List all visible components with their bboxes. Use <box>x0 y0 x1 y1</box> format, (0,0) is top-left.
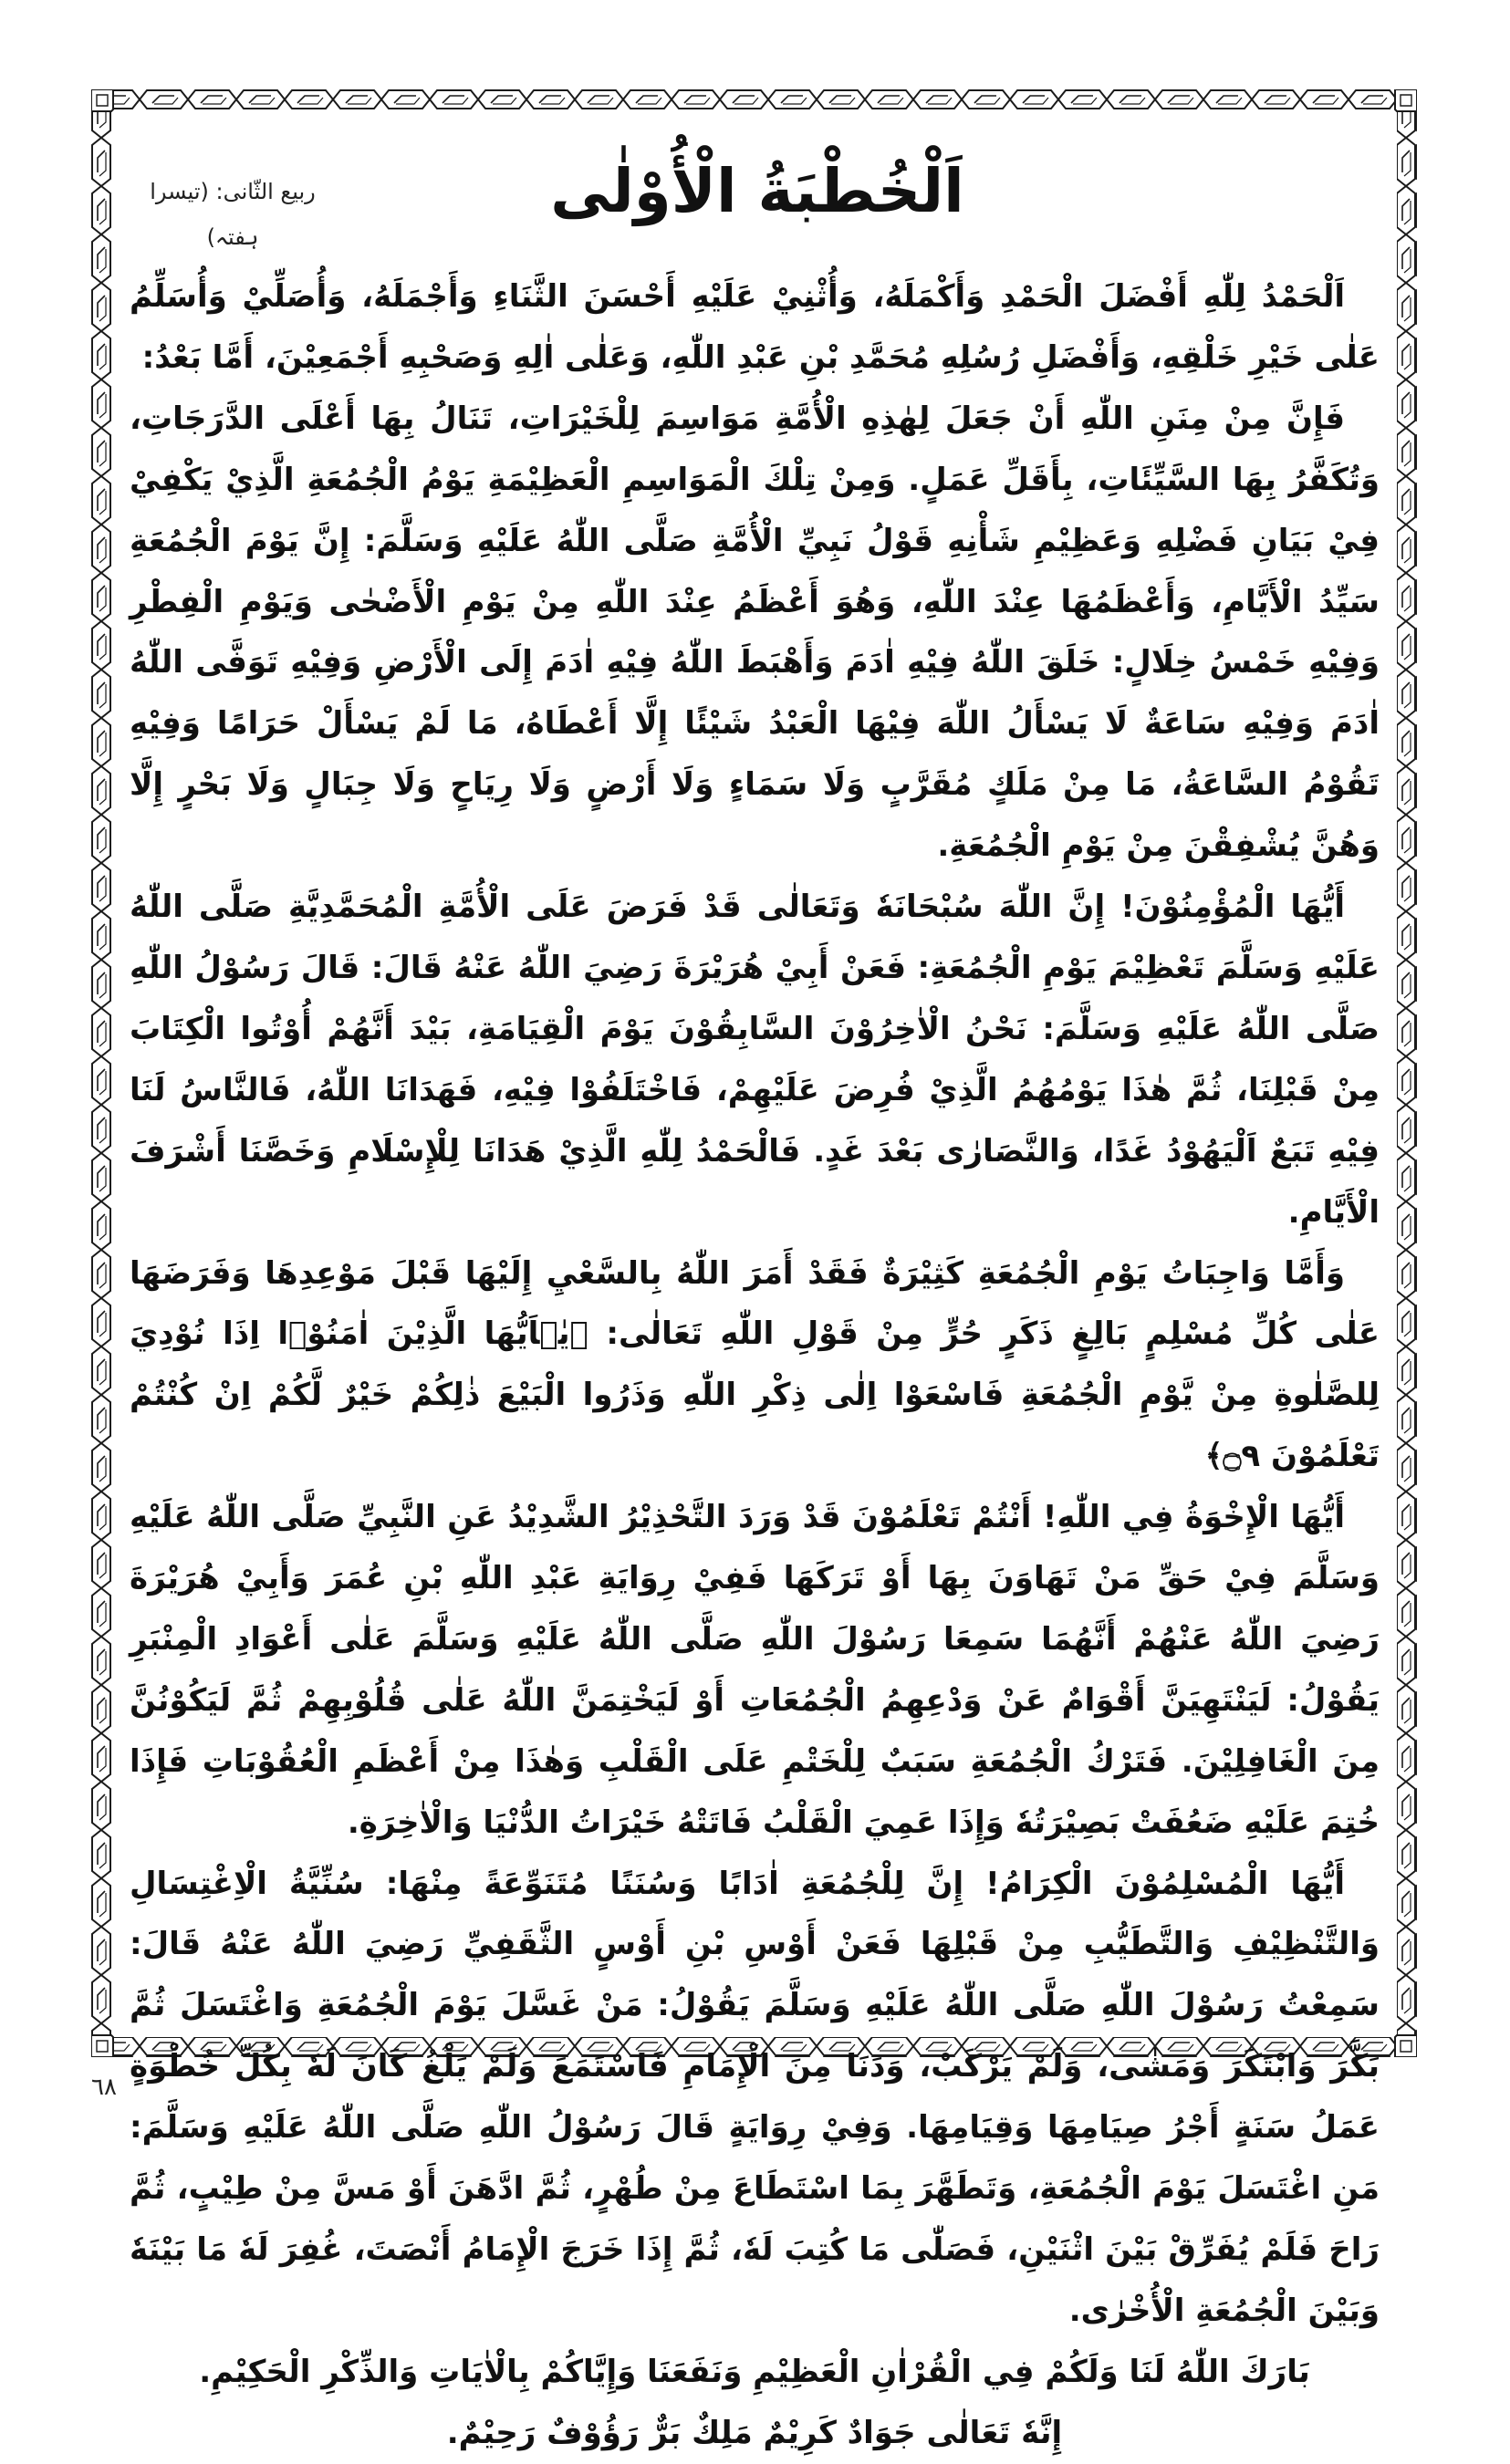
paragraph-friday-duties: وَأَمَّا وَاجِبَاتُ يَوْمِ الْجُمُعَةِ كَثِيْرَةٌ فَقَدْ أَمَرَ اللّٰهُ بِالسَّعْيِ إِلَيْهَا قَبْلَ مَوْعِدِهَا وَفَرَضَهَا عَلٰى كُلِّ مُسْلِمٍ بَالِغٍ ذَكَرٍ حُرٍّ مِنْ قَوْلِ اللّٰهِ تَعَالٰى: ﴿يٰۤاَيُّهَا الَّذِيْنَ اٰمَنُوْۤا اِذَا نُوْدِيَ لِلصَّلٰوةِ مِنْ يَّوْمِ الْجُمُعَةِ فَاسْعَوْا اِلٰى ذِكْرِ اللّٰهِ وَذَرُوا الْبَيْعَ ذٰلِكُمْ خَيْرٌ لَّكُمْ اِنْ كُنْتُمْ تَعْلَمُوْنَ ۝٩﴾ <box>130 1254 1380 1475</box>
page-number: ٦٨ <box>91 2074 117 2101</box>
closing-line-praise: إِنَّهٗ تَعَالٰى جَوَادٌ كَرِيْمٌ مَلِكٌ بَرٌّ رَؤُوْفٌ رَحِيْمٌ. <box>446 2414 1063 2451</box>
paragraph-warning: أَيُّهَا الْإِخْوَةُ فِي اللّٰهِ! أَنْتُمْ تَعْلَمُوْنَ قَدْ وَرَدَ التَّحْذِيْرُ الشَّدِيْدُ عَنِ النَّبِيِّ صَلَّى اللّٰهُ عَلَيْهِ وَسَلَّمَ فِيْ حَقِّ مَنْ تَهَاوَنَ بِهَا أَوْ تَرَكَهَا فَفِيْ رِوَايَةِ عَبْدِ اللّٰهِ بْنِ عُمَرَ وَأَبِيْ هُرَيْرَةَ رَضِيَ اللّٰهُ عَنْهُمْ أَنَّهُمَا سَمِعَا رَسُوْلَ اللّٰهِ صَلَّى اللّٰهُ عَلَيْهِ وَسَلَّمَ عَلٰى أَعْوَادِ الْمِنْبَرِ يَقُوْلُ: لَيَنْتَهِيَنَّ أَقْوَامٌ عَنْ وَدْعِهِمُ الْجُمُعَاتِ أَوْ لَيَخْتِمَنَّ اللّٰهُ عَلٰى قُلُوْبِهِمْ ثُمَّ لَيَكُوْنُنَّ مِنَ الْغَافِلِيْنَ. فَتَرْكُ الْجُمُعَةِ سَبَبٌ لِلْخَتْمِ عَلَى الْقَلْبِ وَهٰذَا مِنْ أَعْظَمِ الْعُقُوْبَاتِ فَإِذَا خُتِمَ عَلَيْهِ ضَعُفَتْ بَصِيْرَتُهٗ وَإِذَا عَمِيَ الْقَلْبُ فَاتَتْهُ خَيْرَاتُ الدُّنْيَا وَالْاٰخِرَةِ. <box>130 1499 1380 1841</box>
week-label: ربیع الثّانی: (تیسرا ہفتہ) <box>150 179 316 250</box>
paragraph-friday-virtues: فَإِنَّ مِنْ مِنَنِ اللّٰهِ أَنْ جَعَلَ لِهٰذِهِ الْأُمَّةِ مَوَاسِمَ لِلْخَيْرَاتِ، تَنَالُ بِهَا أَعْلَى الدَّرَجَاتِ، وَتُكَفَّرُ بِهَا السَّيِّئَاتِ، بِأَقَلِّ عَمَلٍ. وَمِنْ تِلْكَ الْمَوَاسِمِ الْعَظِيْمَةِ يَوْمُ الْجُمُعَةِ الَّذِيْ يَكْفِيْ فِيْ بَيَانِ فَضْلِهِ وَعَظِيْمِ شَأْنِهِ قَوْلُ نَبِيِّ الْأُمَّةِ صَلَّى اللّٰهُ عَلَيْهِ وَسَلَّمَ: إِنَّ يَوْمَ الْجُمُعَةِ سَيِّدُ الْأَيَّامِ، وَأَعْظَمُهَا عِنْدَ اللّٰهِ، وَهُوَ أَعْظَمُ عِنْدَ اللّٰهِ مِنْ يَوْمِ الْأَضْحٰى وَيَوْمِ الْفِطْرِ وَفِيْهِ خَمْسُ خِلَالٍ: خَلَقَ اللّٰهُ فِيْهِ اٰدَمَ وَأَهْبَطَ اللّٰهُ فِيْهِ اٰدَمَ إِلَى الْأَرْضِ وَفِيْهِ تَوَفَّى اللّٰهُ اٰدَمَ وَفِيْهِ سَاعَةٌ لَا يَسْأَلُ اللّٰهَ فِيْهَا الْعَبْدُ شَيْئًا إِلَّا أَعْطَاهُ، مَا لَمْ يَسْأَلْ حَرَامًا وَفِيْهِ تَقُوْمُ السَّاعَةُ، مَا مِنْ مَلَكٍ مُقَرَّبٍ وَلَا سَمَاءٍ وَلَا أَرْضٍ وَلَا رِيَاحٍ وَلَا جِبَالٍ وَلَا بَحْرٍ إِلَّا وَهُنَّ يُشْفِقْنَ مِنْ يَوْمِ الْجُمُعَةِ. <box>130 400 1380 865</box>
paragraph-etiquette: أَيُّهَا الْمُسْلِمُوْنَ الْكِرَامُ! إِنَّ لِلْجُمُعَةِ اٰدَابًا وَسُنَنًا مُتَنَوِّعَةً مِنْهَا: سُنِّيَّةُ الْاِغْتِسَالِ وَالتَّنْظِيْفِ وَالتَّطَيُّبِ مِنْ قَبْلِهَا فَعَنْ أَوْسِ بْنِ أَوْسٍ الثَّقَفِيِّ رَضِيَ اللّٰهُ عَنْهُ قَالَ: سَمِعْتُ رَسُوْلَ اللّٰهِ صَلَّى اللّٰهُ عَلَيْهِ وَسَلَّمَ يَقُوْلُ: مَنْ غَسَّلَ يَوْمَ الْجُمُعَةِ وَاغْتَسَلَ ثُمَّ بَكَّرَ وَابْتَكَرَ وَمَشٰى، وَلَمْ يَرْكَبْ، وَدَنَا مِنَ الْإِمَامِ فَاسْتَمَعَ وَلَمْ يَلْغُ كَانَ لَهٗ بِكُلِّ خُطْوَةٍ عَمَلُ سَنَةٍ أَجْرُ صِيَامِهَا وَقِيَامِهَا. وَفِيْ رِوَايَةٍ قَالَ رَسُوْلُ اللّٰهِ صَلَّى اللّٰهُ عَلَيْهِ وَسَلَّمَ: مَنِ اغْتَسَلَ يَوْمَ الْجُمُعَةِ، وَتَطَهَّرَ بِمَا اسْتَطَاعَ مِنْ طُهْرٍ، ثُمَّ ادَّهَنَ أَوْ مَسَّ مِنْ طِيْبٍ، ثُمَّ رَاحَ فَلَمْ يُفَرِّقْ بَيْنَ اثْنَيْنِ، فَصَلّٰى مَا كُتِبَ لَهٗ، ثُمَّ إِذَا خَرَجَ الْإِمَامُ أَنْصَتَ، غُفِرَ لَهٗ مَا بَيْنَهٗ وَبَيْنَ الْجُمُعَةِ الْأُخْرٰى. <box>130 1865 1380 2329</box>
paragraph-friday-obligation: أَيُّهَا الْمُؤْمِنُوْنَ! إِنَّ اللّٰهَ سُبْحَانَهٗ وَتَعَالٰى قَدْ فَرَضَ عَلَى الْأُمَّةِ الْمُحَمَّدِيَّةِ صَلَّى اللّٰهُ عَلَيْهِ وَسَلَّمَ تَعْظِيْمَ يَوْمِ الْجُمُعَةِ: فَعَنْ أَبِيْ هُرَيْرَةَ رَضِيَ اللّٰهُ عَنْهُ قَالَ: قَالَ رَسُوْلُ اللّٰهِ صَلَّى اللّٰهُ عَلَيْهِ وَسَلَّمَ: نَحْنُ الْاٰخِرُوْنَ السَّابِقُوْنَ يَوْمَ الْقِيَامَةِ، بَيْدَ أَنَّهُمْ أُوْتُوا الْكِتَابَ مِنْ قَبْلِنَا، ثُمَّ هٰذَا يَوْمُهُمُ الَّذِيْ فُرِضَ عَلَيْهِمْ، فَاخْتَلَفُوْا فِيْهِ، فَهَدَانَا اللّٰهُ، فَالنَّاسُ لَنَا فِيْهِ تَبَعٌ اَلْيَهُوْدُ غَدًا، وَالنَّصَارٰى بَعْدَ غَدٍ. فَالْحَمْدُ لِلّٰهِ الَّذِيْ هَدَانَا لِلْإِسْلَامِ وَخَصَّنَا أَشْرَفَ الْأَيَّامِ. <box>130 889 1380 1231</box>
closing-line-blessing: بَارَكَ اللّٰهُ لَنَا وَلَكُمْ فِي الْقُرْاٰنِ الْعَظِيْمِ وَنَفَعَنَا وَإِيَّاكُمْ بِالْاٰيَاتِ وَالذِّكْرِ الْحَكِيْمِ. <box>199 2353 1310 2390</box>
paragraph-opening-praise: اَلْحَمْدُ لِلّٰهِ أَفْضَلَ الْحَمْدِ وَأَكْمَلَهُ، وَأُثْنِيْ عَلَيْهِ أَحْسَنَ الثَّنَاءِ وَأَجْمَلَهُ، وَأُصَلِّيْ وَأُسَلِّمُ عَلٰى خَيْرِ خَلْقِهِ، وَأَفْضَلِ رُسُلِهِ مُحَمَّدِ بْنِ عَبْدِ اللّٰهِ، وَعَلٰى اٰلِهِ وَصَحْبِهِ أَجْمَعِيْنَ، أَمَّا بَعْدُ: <box>130 278 1380 376</box>
sermon-body <box>130 266 1380 2464</box>
page-title: اَلْخُطْبَةُ الْأُوْلٰى <box>550 156 964 226</box>
